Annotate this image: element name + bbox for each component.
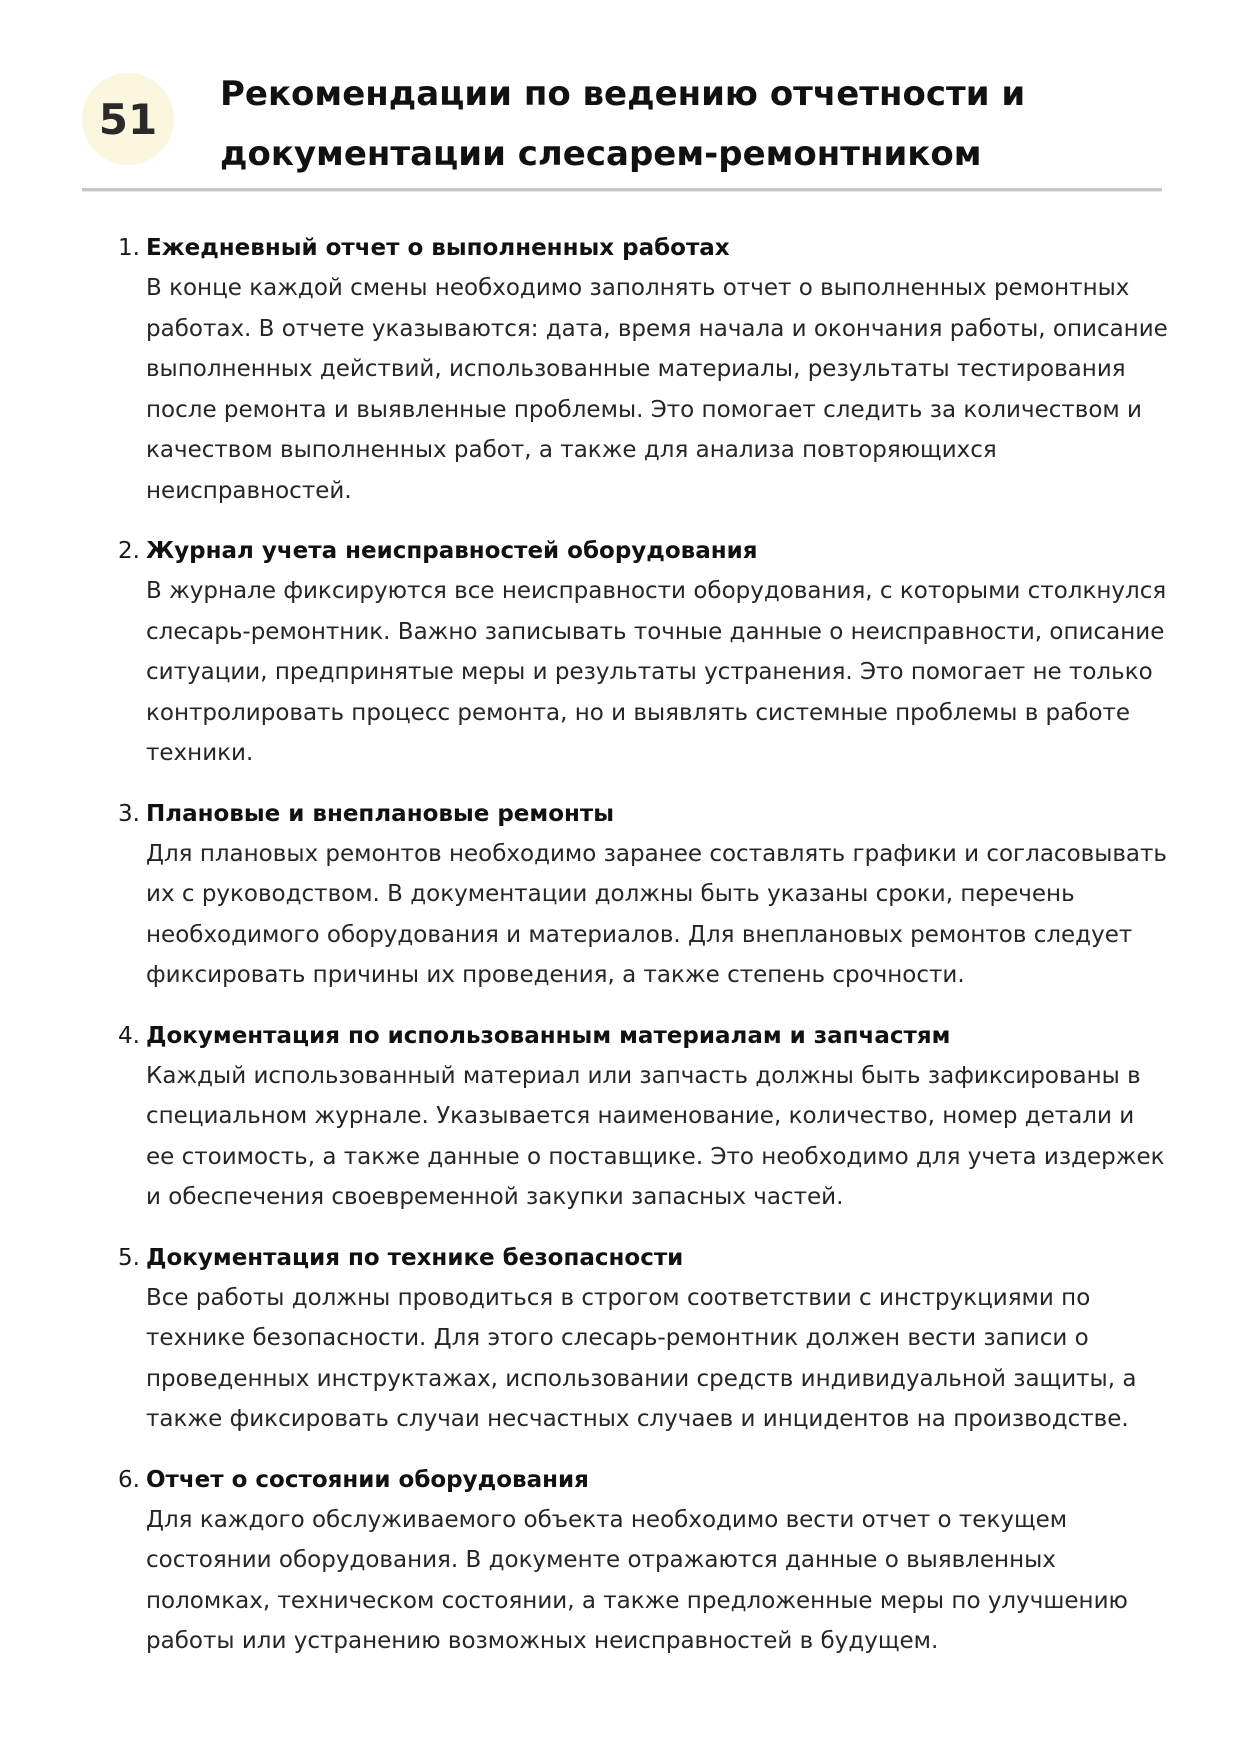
- list-item: [118, 794, 1168, 996]
- list-item-number: 5.: [118, 1244, 140, 1271]
- page-number-badge: 51: [82, 73, 174, 165]
- list-item-number: 1.: [118, 235, 140, 261]
- page-title-line-2: документации слесарем-ремонтником: [220, 134, 982, 174]
- list-item-title: Ежедневный отчет о выполненных работах: [146, 235, 730, 261]
- list-item-number: 4.: [118, 1022, 140, 1049]
- list-item: [118, 228, 1168, 511]
- page-header: [82, 64, 1162, 191]
- list-item-title: Документация по технике безопасности: [146, 1244, 684, 1271]
- page-title: [220, 64, 1160, 184]
- list-item-body: В конце каждой смены необходимо заполнять отчет о выполненных ремонтных работах. В отчете указываются: дата, время начала и окончания работы, описание выполненных действий, использованные материалы, результаты тестирования после ремонта и выявленные проблемы. Это помогает следить за количеством и качеством выполненных работ, а также для анализа повторяющихся неисправностей.: [146, 275, 1168, 504]
- list-item-number: 6.: [118, 1466, 140, 1493]
- recommendations-list: [118, 228, 1168, 1682]
- list-item-body: Для плановых ремонтов необходимо заранее составлять графики и согласовывать их с руководством. В документации должны быть указаны сроки, перечень необходимого оборудования и материалов. Для внеплановых ремонтов следует фиксировать причины их проведения, а также степень срочности.: [146, 840, 1167, 988]
- list-item-body: В журнале фиксируются все неисправности оборудования, с которыми столкнулся слесарь-ремонтник. Важно записывать точные данные о неисправности, описание ситуации, предпринятые меры и результаты устранения. Это помогает не только контролировать процесс ремонта, но и выявлять системные проблемы в работе техники.: [146, 578, 1167, 766]
- list-item-number: 2.: [118, 538, 140, 564]
- list-item-title: Отчет о состоянии оборудования: [146, 1466, 589, 1493]
- list-item-body: Все работы должны проводиться в строгом соответствии с инструкциями по технике безопасности. Для этого слесарь-ремонтник должен вести записи о проведенных инструктажах, использовании средств индивидуальной защиты, а также фиксировать случаи несчастных случаев и инцидентов на производстве.: [146, 1284, 1137, 1432]
- list-item-title: Плановые и внеплановые ремонты: [146, 800, 615, 827]
- list-item: [118, 1460, 1168, 1662]
- list-item: [118, 531, 1168, 774]
- list-item-title: Документация по использованным материалам и запчастям: [146, 1022, 951, 1049]
- list-item-body: Каждый использованный материал или запчасть должны быть зафиксированы в специальном журнале. Указывается наименование, количество, номер детали и ее стоимость, а также данные о поставщике. Это необходимо для учета издержек и обеспечения своевременной закупки запасных частей.: [146, 1062, 1165, 1210]
- list-item: [118, 1016, 1168, 1218]
- list-item-title: Журнал учета неисправностей оборудования: [146, 538, 758, 564]
- list-item: [118, 1238, 1168, 1440]
- list-item-body: Для каждого обслуживаемого объекта необходимо вести отчет о текущем состоянии оборудования. В документе отражаются данные о выявленных поломках, техническом состоянии, а также предложенные меры по улучшению работы или устранению возможных неисправностей в будущем.: [146, 1506, 1128, 1654]
- page-title-line-1: Рекомендации по ведению отчетности и: [220, 74, 1026, 114]
- list-item-number: 3.: [118, 800, 140, 827]
